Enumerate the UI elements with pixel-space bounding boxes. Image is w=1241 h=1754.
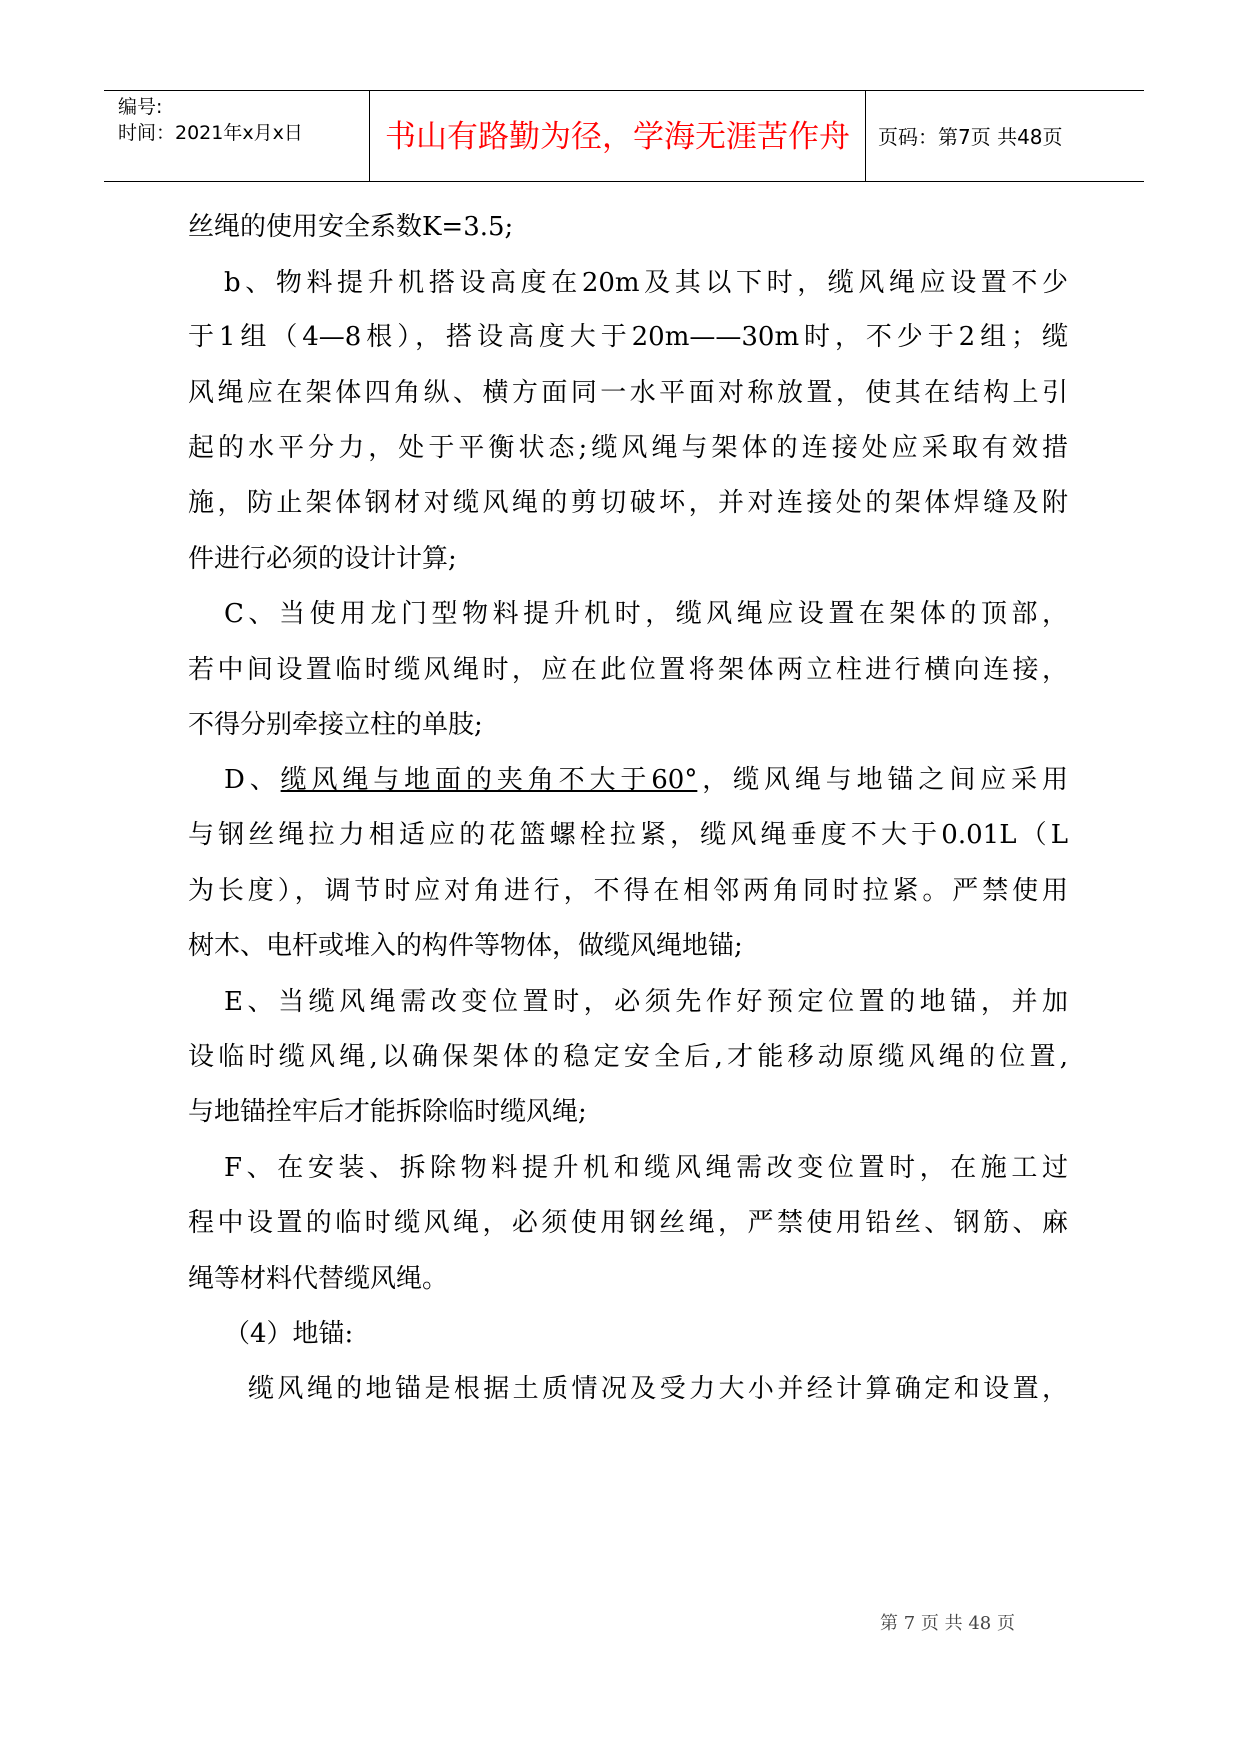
text-line <box>224 760 1068 800</box>
page-footer: 第 7 页 共 48 页 <box>880 1613 1015 1634</box>
text-line: 缆风绳的地锚是根据土质情况及受力大小并经计算确定和设置， <box>248 1374 1068 1404</box>
text-line: 程中设置的临时缆风绳，必须使用钢丝绳，严禁使用铅丝、钢筋、麻 <box>188 1208 1068 1238</box>
text-line: C、当使用龙门型物料提升机时，缆风绳应设置在架体的顶部， <box>224 599 1068 629</box>
text-line: 施，防止架体钢材对缆风绳的剪切破坏，并对连接处的架体焊缝及附 <box>188 488 1068 518</box>
text-line: b、物料提升机搭设高度在20m及其以下时，缆风绳应设置不少 <box>224 268 1068 298</box>
d-prefix: D、 <box>224 765 281 795</box>
header-page-info: 页码：第7页 共48页 <box>878 125 1063 149</box>
text-line: 为长度），调节时应对角进行，不得在相邻两角同时拉紧。严禁使用 <box>188 876 1068 906</box>
text-line: 绳等材料代替缆风绳。 <box>188 1264 449 1294</box>
text-line: 件进行必须的设计计算; <box>188 544 457 574</box>
text-line: 不得分别牵接立柱的单肢; <box>188 710 483 740</box>
header-left-cell <box>104 91 370 181</box>
number-label: 编号: <box>118 96 163 118</box>
text-line: F、在安装、拆除物料提升机和缆风绳需改变位置时，在施工过 <box>224 1153 1068 1183</box>
page-header <box>104 90 1144 182</box>
text-line: 树木、电杆或堆入的构件等物体，做缆风绳地锚; <box>188 931 743 961</box>
section-heading: （4）地锚: <box>224 1319 354 1349</box>
d-suffix: ，缆风绳与地锚之间应采用 <box>697 765 1068 795</box>
time-label: 时间：2021年x月x日 <box>118 122 303 144</box>
text-line: 丝绳的使用安全系数K=3.5; <box>188 212 514 242</box>
text-line: 与地锚拴牢后才能拆除临时缆风绳; <box>188 1097 587 1127</box>
header-motto: 书山有路勤为径，学海无涯苦作舟 <box>370 91 866 181</box>
text-line: 与钢丝绳拉力相适应的花篮螺栓拉紧，缆风绳垂度不大于0.01L（L <box>188 820 1068 850</box>
underlined-clause: 缆风绳与地面的夹角不大于60° <box>280 765 698 795</box>
text-line: 设临时缆风绳,以确保架体的稳定安全后,才能移动原缆风绳的位置, <box>188 1042 1068 1072</box>
text-line: 起的水平分力，处于平衡状态;缆风绳与架体的连接处应采取有效措 <box>188 433 1068 463</box>
text-line: 风绳应在架体四角纵、横方面同一水平面对称放置，使其在结构上引 <box>188 378 1068 408</box>
text-line: E、当缆风绳需改变位置时，必须先作好预定位置的地锚，并加 <box>224 987 1068 1017</box>
text-line: 若中间设置临时缆风绳时，应在此位置将架体两立柱进行横向连接， <box>188 655 1068 685</box>
text-line: 于1组（4—8根），搭设高度大于20m——30m时，不少于2组；缆 <box>188 322 1068 352</box>
